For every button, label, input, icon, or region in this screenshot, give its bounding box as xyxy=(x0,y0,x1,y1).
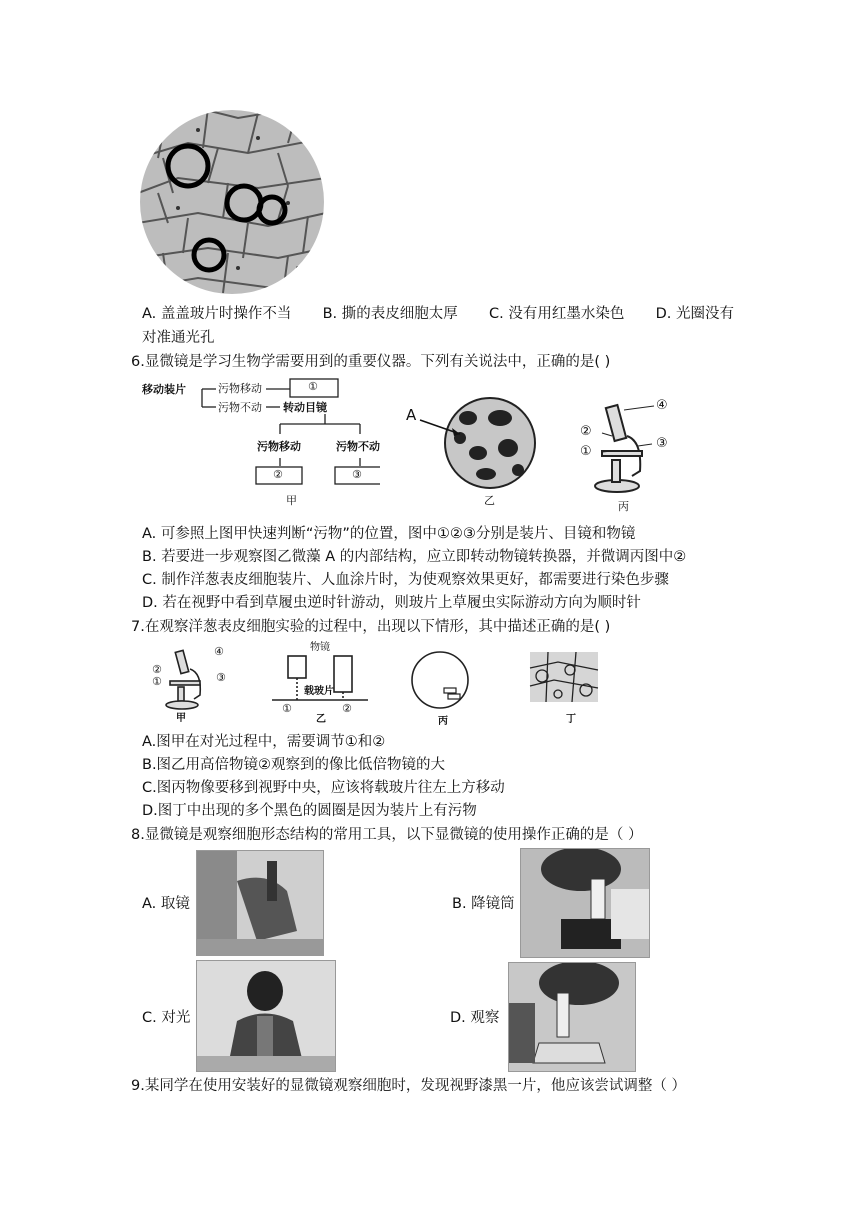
q5-option-d: D. 光圈没有 xyxy=(655,306,734,322)
q7-label-ding: 丁 xyxy=(566,714,576,725)
q8-stem: 8.显微镜是观察细胞形态结构的常用工具，以下显微镜的使用操作正确的是（ ） xyxy=(131,827,643,843)
q7-jia-n1: ① xyxy=(152,675,162,688)
q7-stem: 7.在观察洋葱表皮细胞实验的过程中，出现以下情形，其中描述正确的是( ) xyxy=(131,619,611,635)
fig-label-jia: 甲 xyxy=(286,494,297,507)
q7-field-bing xyxy=(408,648,474,728)
q7-label-bing: 丙 xyxy=(438,716,448,727)
q6-option-d: D. 若在视野中看到草履虫逆时针游动，则玻片上草履虫实际游动方向为顺时针 xyxy=(142,595,641,611)
q7-yi-n1: ① xyxy=(282,702,292,715)
q8-photo-d xyxy=(508,962,636,1072)
q5-option-d-cont: 对准通光孔 xyxy=(142,330,215,346)
flow-branch2: 污物不动 xyxy=(218,401,262,414)
q7-option-a: A.图甲在对光过程中，需要调节①和② xyxy=(142,734,386,750)
fig-label-bing: 丙 xyxy=(618,500,629,513)
q7-yi-n2: ② xyxy=(342,702,352,715)
fig-yi-pointer-a: A xyxy=(406,406,417,424)
q7-option-c: C.图丙物像要移到视野中央，应该将载玻片往左上方移动 xyxy=(142,780,505,796)
q8-photo-b xyxy=(520,848,650,958)
flow-box3: ③ xyxy=(352,468,362,481)
flow-branch4: 污物不动 xyxy=(336,440,380,453)
q6-option-a: A. 可参照上图甲快速判断“污物”的位置，图中①②③分别是装片、目镜和物镜 xyxy=(142,526,636,542)
q7-label-jia: 甲 xyxy=(176,713,186,724)
q8-photo-a xyxy=(196,850,324,956)
fig-label-yi: 乙 xyxy=(484,494,495,507)
q7-field-ding xyxy=(528,650,600,730)
q6-option-c: C. 制作洋葱表皮细胞装片、人血涂片时，为使观察效果更好，都需要进行染色步骤 xyxy=(142,572,669,588)
q6-micro-view-yi xyxy=(400,388,550,512)
q5-option-a: A. 盖盖玻片时操作不当 xyxy=(142,306,292,322)
q6-microscope-bing xyxy=(572,396,682,516)
q8-option-c: C. 对光 xyxy=(142,1010,191,1026)
q7-yi-top: 物镜 xyxy=(310,642,330,653)
fig-bing-n1: ① xyxy=(580,444,592,459)
fig-bing-n2: ② xyxy=(580,424,592,439)
q7-jia-n4: ④ xyxy=(214,645,224,658)
q7-jia-n2: ② xyxy=(152,663,162,676)
q5-option-b: B. 撕的表皮细胞太厚 xyxy=(322,306,458,322)
q7-option-d: D.图丁中出现的多个黑色的圆圈是因为装片上有污物 xyxy=(142,803,477,819)
flow-box2: ② xyxy=(273,468,283,481)
q7-option-b: B.图乙用高倍物镜②观察到的像比低倍物镜的大 xyxy=(142,757,446,773)
q8-option-b: B. 降镜筒 xyxy=(452,896,515,912)
q7-label-yi: 乙 xyxy=(316,714,326,725)
q5-options-line1 xyxy=(142,304,734,324)
q7-jia-n3: ③ xyxy=(216,671,226,684)
q8-photo-c xyxy=(196,960,336,1072)
q8-option-d: D. 观察 xyxy=(450,1010,500,1026)
q5-option-c: C. 没有用红墨水染色 xyxy=(489,306,625,322)
q9-stem: 9.某同学在使用安装好的显微镜观察细胞时，发现视野漆黑一片，他应该尝试调整（ ） xyxy=(131,1078,686,1094)
q7-microscope-jia xyxy=(150,645,240,725)
q7-yi-mid: 载玻片 xyxy=(304,686,334,697)
onion-cells-bubbles-image xyxy=(138,108,326,296)
flow-branch1: 污物移动 xyxy=(218,382,262,395)
fig-bing-n4: ④ xyxy=(656,398,668,413)
q6-flowchart-jia xyxy=(140,374,380,510)
q6-stem: 6.显微镜是学习生物学需要用到的重要仪器。下列有关说法中，正确的是( ) xyxy=(131,354,611,370)
flow-start: 移动装片 xyxy=(142,383,186,396)
flow-branch3: 污物移动 xyxy=(257,440,301,453)
q6-option-b: B. 若要进一步观察图乙微藻 A 的内部结构，应立即转动物镜转换器，并微调丙图中② xyxy=(142,549,687,565)
flow-turn: 转动目镜 xyxy=(283,401,327,414)
flow-box1: ① xyxy=(308,380,318,393)
q8-option-a: A. 取镜 xyxy=(142,896,190,912)
fig-bing-n3: ③ xyxy=(656,436,668,451)
q7-objectives-yi xyxy=(272,636,372,726)
